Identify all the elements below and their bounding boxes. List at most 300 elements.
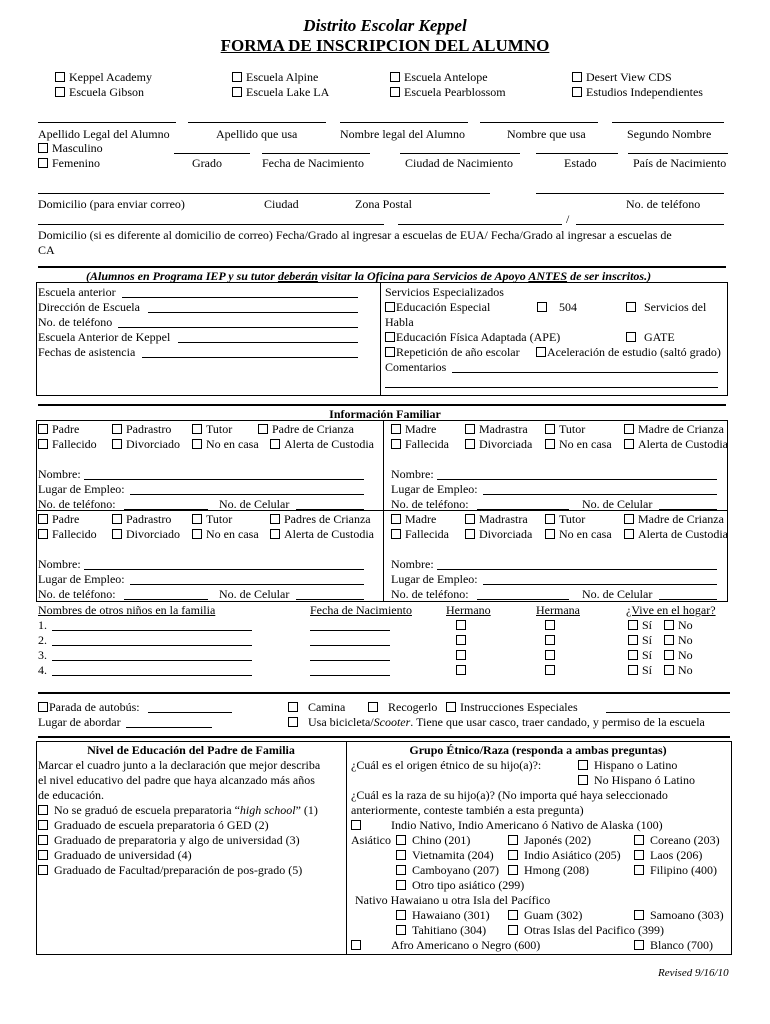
checkbox-icon [664,635,674,645]
parent-name-line[interactable] [437,569,717,570]
school-option[interactable] [572,85,703,99]
yes-label: Sí [642,618,653,632]
relation-label: Madre de Crianza [638,512,724,526]
checkbox-icon [38,865,48,875]
relation-label: Madre [405,422,437,436]
relation-option[interactable] [465,422,528,436]
relation-option[interactable] [38,422,79,436]
relation-option[interactable] [258,422,354,436]
form-title: FORMA DE INSCRIPCION DEL ALUMNO [220,36,550,55]
checkbox-icon [232,87,242,97]
parent-name-line[interactable] [84,479,364,480]
relation-label: Padre [52,512,80,526]
status-label: No en casa [559,437,612,451]
home-yes-option[interactable] [628,618,652,632]
siblings-brother-header: Hermano [446,603,491,617]
checkbox-icon [545,514,555,524]
sister-checkbox[interactable] [545,633,559,647]
speech-label-cont: Habla [385,315,414,329]
native-option[interactable] [351,818,663,832]
yes-label: Sí [642,633,653,647]
state-line[interactable] [536,153,618,154]
birth-country-label: País de Nacimiento [633,156,727,170]
ca-entry-line[interactable] [576,224,724,225]
school-option[interactable] [572,70,672,84]
phone-line[interactable] [477,509,569,510]
checkbox-icon [508,850,518,860]
relation-label: Tutor [206,422,233,436]
acceleration-option[interactable] [536,345,721,359]
checkbox-icon [628,635,638,645]
relation-option[interactable] [391,422,436,436]
birthdate-label: Fecha de Nacimiento [262,156,364,170]
race-label: Chino (201) [412,833,471,847]
sibling-name-line[interactable] [52,630,252,631]
walk-option[interactable] [288,700,345,714]
race-option[interactable] [508,923,664,937]
birthdate-line[interactable] [262,153,370,154]
comments-line-2[interactable] [385,387,718,388]
sibling-row-number: 2. [38,633,47,647]
brother-checkbox[interactable] [456,663,470,677]
state-label: Estado [564,156,597,170]
checkbox-icon [288,717,298,727]
race-option[interactable] [396,848,494,862]
race-label: Otras Islas del Pacifico (399) [524,923,664,937]
checkbox-icon [545,635,555,645]
divider [38,736,730,738]
divider [38,266,726,268]
bus-stop-label: Parada de autobús: [49,700,140,714]
checkbox-icon [192,439,202,449]
cell-line[interactable] [659,509,717,510]
race-option[interactable] [396,908,490,922]
checkbox-icon [112,424,122,434]
employer-label: Lugar de Empleo: [391,482,478,496]
sibling-birth-line[interactable] [310,675,390,676]
checkbox-icon [270,439,280,449]
race-label: Afro Americano o Negro (600) [391,938,541,952]
pacific-label: Nativo Hawaiano u otra Isla del Pacífico [355,893,551,907]
race-option[interactable] [634,908,724,922]
school-option[interactable] [55,70,152,84]
parent-name-label: Nombre: [391,467,434,481]
race-option[interactable] [634,938,713,952]
race-label: Samoano (303) [650,908,724,922]
checkbox-icon [55,87,65,97]
school-label: Escuela Gibson [69,85,144,99]
hispanic-option[interactable] [578,758,677,772]
speech-option[interactable] [626,300,706,314]
status-option[interactable] [465,437,532,451]
parent-name-label: Nombre: [38,467,81,481]
relation-option[interactable] [465,512,528,526]
status-label: Divorciada [479,527,533,541]
status-option[interactable] [391,527,449,541]
race-option[interactable] [396,923,486,937]
special-ed-option[interactable] [385,300,490,314]
ape-option[interactable] [385,330,560,344]
education-option-label: Graduado de universidad (4) [54,848,192,862]
checkbox-icon [391,424,401,434]
checkbox-icon [38,835,48,845]
female-label: Femenino [52,156,100,170]
acceleration-label: Aceleración de estudio (saltó grado) [547,345,721,359]
status-label: Divorciada [479,437,533,451]
divider [38,404,726,406]
no-label: No [678,618,693,632]
checkbox-icon [112,439,122,449]
checkbox-icon [390,72,400,82]
phone-label: No. de teléfono: [391,587,469,601]
checkbox-icon [545,439,555,449]
school-option[interactable] [55,85,144,99]
checkbox-icon [385,302,395,312]
relation-label: Madre de Crianza [638,422,724,436]
checkbox-icon [446,702,456,712]
education-option[interactable] [38,848,192,862]
status-option[interactable] [192,527,259,541]
status-option[interactable] [112,437,180,451]
special-services-label: Servicios Especializados [385,285,504,299]
education-option[interactable] [38,818,269,832]
relation-option[interactable] [391,512,436,526]
brother-checkbox[interactable] [456,633,470,647]
checkbox-icon [396,835,406,845]
bike-label: Usa bicicleta/ [308,715,374,729]
relation-option[interactable] [545,512,585,526]
legal-first-line[interactable] [340,122,468,123]
male-label: Masculino [52,141,103,155]
checkbox-icon [628,665,638,675]
checkbox-icon [572,87,582,97]
mailing-label: Domicilio (para enviar correo) [38,197,185,211]
relation-option[interactable] [545,422,585,436]
male-option[interactable] [38,141,103,155]
education-option[interactable] [38,863,302,877]
checkbox-icon [664,650,674,660]
residence-line[interactable] [38,224,384,225]
middle-name-label: Segundo Nombre [627,127,712,141]
special-instructions-option[interactable] [446,700,578,714]
education-option-label: Graduado de preparatoria y algo de universidad (3) [54,833,300,847]
iep-notice-part: deberán [277,269,318,283]
speech-label: Servicios del [644,300,707,314]
bike-rest-label: . Tiene que usar casco, traer candado, y permiso de la escuela [410,715,705,729]
home-no-option[interactable] [664,618,693,632]
family-title: Información Familiar [329,407,441,421]
boarding-line[interactable] [126,727,212,728]
status-label: Alerta de Custodia [638,437,728,451]
home-no-option[interactable] [664,663,693,677]
sibling-row-number: 4. [38,663,47,677]
walk-label: Camina [308,700,346,714]
sibling-birth-line[interactable] [310,645,390,646]
legal-last-line[interactable] [38,122,176,123]
home-yes-option[interactable] [628,633,652,647]
status-option[interactable] [624,437,728,451]
race-label: Tahitiano (304) [412,923,487,937]
race-question-cont: anteriormente, conteste también a esta pregunta) [351,803,584,817]
education-intro: Marcar el cuadro junto a la declaración que mejor describa [38,758,321,772]
prev-keppel-label: Escuela Anterior de Keppel [38,330,171,344]
prev-school-label: Escuela anterior [38,285,116,299]
checkbox-icon [624,514,634,524]
checkbox-icon [634,835,644,845]
relation-option[interactable] [192,422,232,436]
cell-line[interactable] [296,599,364,600]
bike-option[interactable] [288,715,705,729]
relation-option[interactable] [270,512,371,526]
district-title: Distrito Escolar Keppel [303,16,467,35]
checkbox-icon [270,529,280,539]
school-label: Escuela Alpine [246,70,319,84]
504-option[interactable] [537,300,577,314]
status-option[interactable] [270,527,374,541]
checkbox-icon [536,347,546,357]
employer-label: Lugar de Empleo: [38,572,125,586]
checkbox-icon [465,529,475,539]
cell-line[interactable] [659,599,717,600]
race-option[interactable] [396,878,524,892]
birth-country-line[interactable] [628,153,728,154]
school-option[interactable] [232,85,329,99]
status-option[interactable] [192,437,259,451]
sister-checkbox[interactable] [545,618,559,632]
ape-label: Educación Física Adaptada (APE) [396,330,561,344]
prev-school-line[interactable] [122,297,358,298]
checkbox-icon [537,302,547,312]
status-label: No en casa [206,437,259,451]
relation-label: Padre de Crianza [272,422,354,436]
home-no-option[interactable] [664,633,693,647]
race-option[interactable] [634,848,702,862]
status-label: Divorciado [126,527,180,541]
school-option[interactable] [232,70,318,84]
employer-line[interactable] [130,494,364,495]
school-option[interactable] [390,70,488,84]
status-label: Alerta de Custodia [284,437,374,451]
home-no-option[interactable] [664,648,693,662]
checkbox-icon [396,910,406,920]
checkbox-icon [578,760,588,770]
prev-keppel-line[interactable] [178,342,358,343]
school-label: Escuela Pearblossom [404,85,506,99]
sibling-name-line[interactable] [52,675,252,676]
school-address-line[interactable] [148,312,358,313]
sister-checkbox[interactable] [545,663,559,677]
school-address-label: Dirección de Escuela [38,300,140,314]
education-intro: el nivel educativo del padre que haya alcanzado más años [38,773,315,787]
native-label: Indio Nativo, Indio Americano ó Nativo de Alaska (100) [391,818,663,832]
phone-line[interactable] [124,599,208,600]
sibling-name-line[interactable] [52,660,252,661]
comments-line[interactable] [452,372,718,373]
checkbox-icon [391,529,401,539]
race-option[interactable] [634,833,720,847]
race-option[interactable] [508,848,621,862]
iep-notice-part: de ser inscritos.) [567,269,652,283]
status-option[interactable] [38,437,97,451]
iep-notice-part: visitar la Oficina para Servicios de Apoyo [317,269,529,283]
dates-line[interactable] [142,357,358,358]
checkbox-icon [508,925,518,935]
checkbox-icon [465,439,475,449]
status-option[interactable] [112,527,180,541]
relation-option[interactable] [624,422,724,436]
checkbox-icon [545,424,555,434]
status-option[interactable] [545,527,612,541]
education-option-label: No se graduó de escuela preparatoria “ [54,803,240,817]
checkbox-icon [38,143,48,153]
divider [380,282,381,395]
checkbox-icon [368,702,378,712]
first-used-line[interactable] [480,122,598,123]
race-label: Blanco (700) [650,938,713,952]
education-option[interactable] [38,803,318,817]
relation-option[interactable] [112,512,171,526]
checkbox-icon [38,820,48,830]
employer-line[interactable] [483,494,717,495]
relation-option[interactable] [624,512,724,526]
pickup-option[interactable] [368,700,437,714]
checkbox-icon [545,665,555,675]
employer-label: Lugar de Empleo: [38,482,125,496]
last-used-label: Apellido que usa [216,127,298,141]
non-hispanic-option[interactable] [578,773,695,787]
birth-city-line[interactable] [400,153,520,154]
race-label: Indio Asiático (205) [524,848,621,862]
race-option[interactable] [508,863,589,877]
race-label: Coreano (203) [650,833,720,847]
us-entry-line[interactable] [398,224,562,225]
school-label: Escuela Lake LA [246,85,330,99]
siblings-sister-header: Hermana [536,603,580,617]
special-instructions-label: Instrucciones Especiales [460,700,578,714]
brother-checkbox[interactable] [456,618,470,632]
race-label: Otro tipo asiático (299) [412,878,525,892]
last-used-line[interactable] [188,122,326,123]
checkbox-icon [258,424,268,434]
parent-name-line[interactable] [84,569,364,570]
checkbox-icon [55,72,65,82]
checkbox-icon [572,72,582,82]
residence-label-cont: CA [38,243,55,257]
status-option[interactable] [38,527,97,541]
relation-label: Madrastra [479,512,528,526]
status-option[interactable] [391,437,449,451]
status-option[interactable] [624,527,728,541]
checkbox-icon [396,925,406,935]
sibling-row-number: 3. [38,648,47,662]
phone-line[interactable] [477,599,569,600]
ethnicity-title: Grupo Étnico/Raza (responda a ambas preguntas) [409,743,667,757]
bus-stop-option[interactable] [38,700,140,714]
mailing-address-line[interactable] [38,193,490,194]
no-label: No [678,648,693,662]
checkbox-icon [465,514,475,524]
status-option[interactable] [545,437,612,451]
special-ed-label: Educación Especial [396,300,491,314]
phone-line[interactable] [536,193,724,194]
no-label: No [678,633,693,647]
relation-label: Tutor [559,512,586,526]
checkbox-icon [465,424,475,434]
brother-checkbox[interactable] [456,648,470,662]
checkbox-icon [628,620,638,630]
sibling-birth-line[interactable] [310,660,390,661]
checkbox-icon [634,865,644,875]
race-option[interactable] [634,863,717,877]
iep-notice-part: ANTES [528,269,568,283]
relation-option[interactable] [192,512,232,526]
status-option[interactable] [465,527,532,541]
employer-line[interactable] [483,584,717,585]
yes-label: Sí [642,648,653,662]
school-option[interactable] [390,85,506,99]
bus-stop-line[interactable] [148,712,232,713]
status-label: Fallecida [405,527,449,541]
relation-option[interactable] [38,512,79,526]
checkbox-icon [545,650,555,660]
checkbox-icon [288,702,298,712]
status-label: No en casa [206,527,259,541]
checkbox-icon [634,850,644,860]
checkbox-icon [351,820,361,830]
parent-name-label: Nombre: [391,557,434,571]
race-label: Camboyano (207) [412,863,499,877]
status-option[interactable] [270,437,374,451]
middle-name-line[interactable] [612,122,724,123]
checkbox-icon [396,865,406,875]
zip-label: Zona Postal [355,197,412,211]
relation-option[interactable] [112,422,171,436]
race-option[interactable] [508,908,582,922]
checkbox-icon [38,529,48,539]
sister-checkbox[interactable] [545,648,559,662]
race-label: Filipino (400) [650,863,718,877]
checkbox-icon [456,665,466,675]
gate-option[interactable] [626,330,675,344]
phone-label: No. de teléfono [626,197,701,211]
checkbox-icon [38,514,48,524]
phone-line[interactable] [124,509,208,510]
education-option-label: Graduado de escuela preparatoria ó GED (2) [54,818,269,832]
race-option[interactable] [508,833,591,847]
status-label: Alerta de Custodia [284,527,374,541]
grade-line[interactable] [174,153,250,154]
sibling-name-line[interactable] [52,645,252,646]
checkbox-icon [192,529,202,539]
school-phone-line[interactable] [118,327,358,328]
retention-option[interactable] [385,345,520,359]
race-option[interactable] [396,863,499,877]
phone-label: No. de teléfono: [38,587,116,601]
home-yes-option[interactable] [628,663,652,677]
employer-line[interactable] [130,584,364,585]
checkbox-icon [391,439,401,449]
education-option[interactable] [38,833,300,847]
sibling-birth-line[interactable] [310,630,390,631]
status-label: Fallecido [52,527,97,541]
parent-name-line[interactable] [437,479,717,480]
race-option[interactable] [396,833,470,847]
cell-line[interactable] [296,509,364,510]
home-yes-option[interactable] [628,648,652,662]
female-option[interactable] [38,156,100,170]
special-instructions-line[interactable] [606,712,730,713]
race-option[interactable] [351,938,540,952]
